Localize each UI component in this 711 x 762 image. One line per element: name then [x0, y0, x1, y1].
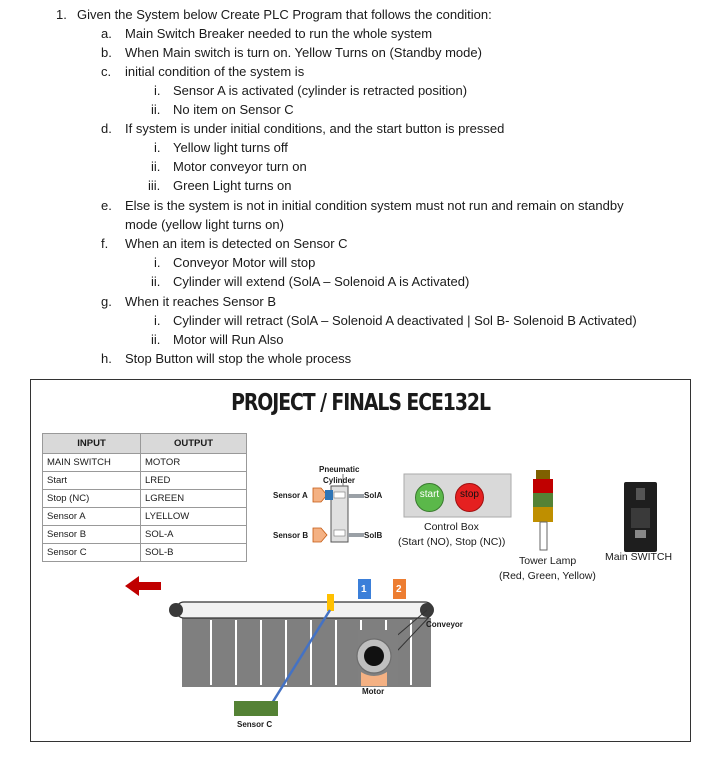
item-c-ii-text: No item on Sensor C: [173, 102, 294, 117]
tower-lamp-label: Tower Lamp: [519, 555, 577, 567]
tower-lamp: [533, 470, 553, 550]
io-output-cell: SOL-B: [141, 544, 247, 562]
question-text: Given the System below Create PLC Program that follows the condition:: [77, 7, 492, 22]
item-f-ii-text: Cylinder will extend (SolA – Solenoid A is Activated): [173, 274, 470, 289]
item-box-1-label: 1: [361, 584, 367, 595]
sol-b-label: SolB: [364, 531, 383, 540]
item-g-ii-text: Motor will Run Also: [173, 332, 284, 347]
sol-a-label: SolA: [364, 491, 383, 500]
item-f-ii-marker: ii.: [151, 274, 161, 289]
item-h-marker: h.: [101, 351, 112, 366]
cylinder-label: Cylinder: [323, 476, 356, 485]
io-input-cell: Sensor C: [43, 544, 141, 562]
io-output-cell: LYELLOW: [141, 508, 247, 526]
conveyor-label: Conveyor: [426, 620, 463, 629]
item-d-text: If system is under initial conditions, and the start button is pressed: [125, 121, 505, 136]
control-box-sub: (Start (NO), Stop (NC)): [398, 536, 506, 548]
item-h-text: Stop Button will stop the whole process: [125, 351, 352, 366]
motor-label: Motor: [362, 687, 385, 696]
direction-arrow: [125, 576, 161, 596]
sensor-c-label: Sensor C: [237, 720, 273, 729]
start-button-label: start: [419, 489, 440, 500]
item-d-i-text: Yellow light turns off: [173, 140, 288, 155]
item-g-i-text: Cylinder will retract (SolA – Solenoid A deactivated | Sol B- Solenoid B Activated): [173, 313, 637, 328]
io-output-cell: LGREEN: [141, 490, 247, 508]
item-g-marker: g.: [101, 294, 112, 309]
io-header-input: INPUT: [43, 434, 141, 454]
stop-button-label: stop: [460, 489, 479, 500]
main-switch-label: Main SWITCH: [605, 551, 673, 563]
item-d-marker: d.: [101, 121, 112, 136]
question-number: 1.: [56, 7, 67, 22]
item-c-marker: c.: [101, 64, 112, 79]
item-a-text: Main Switch Breaker needed to run the whole system: [125, 26, 433, 41]
io-output-cell: LRED: [141, 472, 247, 490]
item-e-marker: e.: [101, 198, 112, 213]
io-input-cell: Start: [43, 472, 141, 490]
io-header-output: OUTPUT: [141, 434, 247, 454]
io-input-cell: Stop (NC): [43, 490, 141, 508]
item-f-i-marker: i.: [154, 255, 161, 270]
item-a-marker: a.: [101, 26, 112, 41]
item-b-marker: b.: [101, 45, 112, 60]
item-f-text: When an item is detected on Sensor C: [125, 236, 348, 251]
item-d-iii-marker: iii.: [148, 178, 161, 193]
item-d-i-marker: i.: [154, 140, 161, 155]
motor: [357, 630, 398, 686]
item-d-ii-marker: ii.: [151, 159, 161, 174]
item-c-i-text: Sensor A is activated (cylinder is retracted position): [173, 83, 468, 98]
item-c-ii-marker: ii.: [151, 102, 161, 117]
item-c-i-marker: i.: [154, 83, 161, 98]
sensor-a-indicator: [313, 488, 333, 502]
pneumatic-cylinder: [331, 486, 364, 542]
item-f-marker: f.: [101, 236, 109, 251]
item-g-i-marker: i.: [154, 313, 161, 328]
diagram-title: PROJECT / FINALS ECE132L: [231, 390, 490, 416]
item-b-text: When Main switch is turn on. Yellow Turns on (Standby mode): [125, 45, 482, 60]
pneumatic-label: Pneumatic: [319, 465, 360, 474]
control-box-label: Control Box: [424, 521, 479, 533]
item-d-ii-text: Motor conveyor turn on: [173, 159, 307, 174]
item-d-iii-text: Green Light turns on: [173, 178, 292, 193]
io-input-cell: Sensor B: [43, 526, 141, 544]
sensor-a-label: Sensor A: [273, 491, 308, 500]
sensor-b-label: Sensor B: [273, 531, 309, 540]
system-diagram: [30, 379, 691, 742]
io-output-cell: SOL-A: [141, 526, 247, 544]
item-box-2-label: 2: [396, 584, 402, 595]
item-g-ii-marker: ii.: [151, 332, 161, 347]
item-f-i-text: Conveyor Motor will stop: [173, 255, 316, 270]
item-c-text: initial condition of the system is: [125, 64, 305, 79]
main-switch-breaker: [624, 482, 657, 552]
io-output-cell: MOTOR: [141, 454, 247, 472]
item-e-text-cont: mode (yellow light turns on): [125, 217, 284, 232]
item-e-text: Else is the system is not in initial condition system must not run and remain on standby: [125, 198, 624, 213]
io-input-cell: Sensor A: [43, 508, 141, 526]
item-g-text: When it reaches Sensor B: [125, 294, 277, 309]
tower-lamp-sub: (Red, Green, Yellow): [499, 570, 596, 582]
io-input-cell: MAIN SWITCH: [43, 454, 141, 472]
diagram-drawing: [31, 380, 690, 741]
sensor-b-indicator: [313, 528, 327, 542]
